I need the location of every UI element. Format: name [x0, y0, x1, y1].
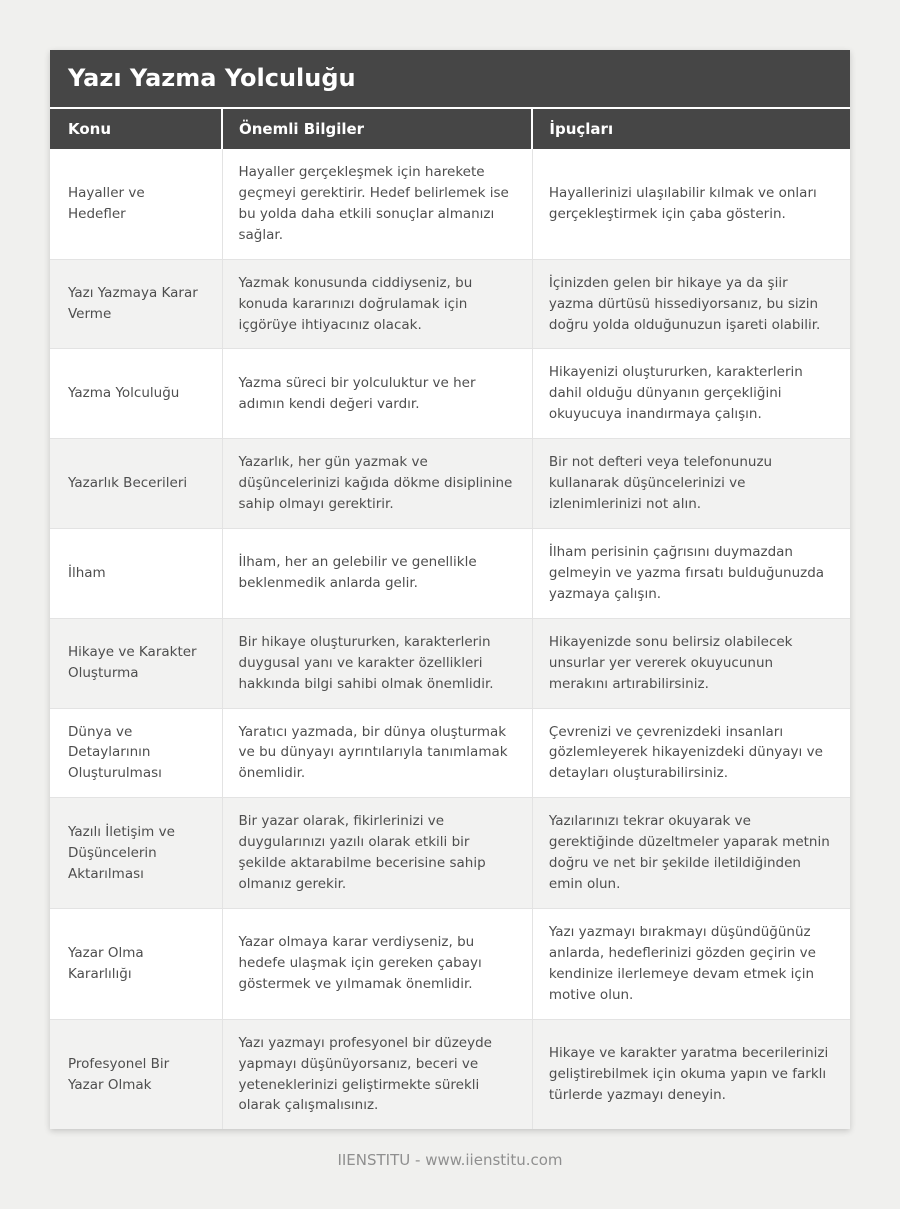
table-row — [50, 259, 850, 349]
page-title: Yazı Yazma Yolculuğu — [68, 64, 356, 92]
info-cell: Yazmak konusunda ciddiyseniz, bu konuda kararınızı doğrulamak için içgörüye ihtiyacınız olacak. — [222, 259, 532, 349]
table-body — [50, 149, 850, 1129]
topic-cell: Yazarlık Becerileri — [50, 439, 222, 529]
info-cell: Hayaller gerçekleşmek için harekete geçmeyi gerektirir. Hedef belirlemek ise bu yolda daha etkili sonuçlar almanızı sağlar. — [222, 149, 532, 259]
info-cell: Yazı yazmayı profesyonel bir düzeyde yapmayı düşünüyorsanız, beceri ve yeteneklerinizi geliştirmekte sürekli olarak çalışmalısınız. — [222, 1019, 532, 1129]
column-header-ipuclari: İpuçları — [532, 109, 850, 149]
topic-cell: Hikaye ve Karakter Oluşturma — [50, 618, 222, 708]
column-header-onemli-bilgiler: Önemli Bilgiler — [222, 109, 532, 149]
tip-cell: Hikayenizde sonu belirsiz olabilecek unsurlar yer vererek okuyucunun merakını artırabilirsiniz. — [532, 618, 850, 708]
table-card — [50, 50, 850, 1129]
tip-cell: Hayallerinizi ulaşılabilir kılmak ve onları gerçekleştirmek için çaba gösterin. — [532, 149, 850, 259]
tip-cell: İçinizden gelen bir hikaye ya da şiir yazma dürtüsü hissediyorsanız, bu sizin doğru yolda olduğunuzun işareti olabilir. — [532, 259, 850, 349]
writing-journey-table — [50, 109, 850, 1129]
info-cell: Bir hikaye oluştururken, karakterlerin duygusal yanı ve karakter özellikleri hakkında bilgi sahibi olmak önemlidir. — [222, 618, 532, 708]
table-title-bar — [50, 50, 850, 109]
table-row — [50, 798, 850, 909]
table-row — [50, 149, 850, 259]
topic-cell: Yazı Yazmaya Karar Verme — [50, 259, 222, 349]
table-row — [50, 528, 850, 618]
table-row — [50, 908, 850, 1019]
topic-cell: Yazılı İletişim ve Düşüncelerin Aktarılması — [50, 798, 222, 909]
info-cell: Yazar olmaya karar verdiyseniz, bu hedefe ulaşmak için gereken çabayı göstermek ve yılmamak önemlidir. — [222, 908, 532, 1019]
table-row — [50, 708, 850, 798]
info-cell: Bir yazar olarak, fikirlerinizi ve duygularınızı yazılı olarak etkili bir şekilde aktarabilme becerisine sahip olmanız gerekir. — [222, 798, 532, 909]
table-row — [50, 439, 850, 529]
tip-cell: Yazılarınızı tekrar okuyarak ve gerektiğinde düzeltmeler yaparak metnin doğru ve net bir şekilde iletildiğinden emin olun. — [532, 798, 850, 909]
topic-cell: Dünya ve Detaylarının Oluşturulması — [50, 708, 222, 798]
table-row — [50, 1019, 850, 1129]
topic-cell: Yazma Yolculuğu — [50, 349, 222, 439]
topic-cell: Yazar Olma Kararlılığı — [50, 908, 222, 1019]
column-header-konu: Konu — [50, 109, 222, 149]
tip-cell: Hikayenizi oluştururken, karakterlerin dahil olduğu dünyanın gerçekliğini okuyucuya inandırmaya çalışın. — [532, 349, 850, 439]
tip-cell: İlham perisinin çağrısını duymazdan gelmeyin ve yazma fırsatı bulduğunuzda yazmaya çalışın. — [532, 528, 850, 618]
info-cell: İlham, her an gelebilir ve genellikle beklenmedik anlarda gelir. — [222, 528, 532, 618]
info-cell: Yazma süreci bir yolculuktur ve her adımın kendi değeri vardır. — [222, 349, 532, 439]
table-row — [50, 349, 850, 439]
topic-cell: Profesyonel Bir Yazar Olmak — [50, 1019, 222, 1129]
tip-cell: Hikaye ve karakter yaratma becerilerinizi geliştirebilmek için okuma yapın ve farklı türlerde yazmayı deneyin. — [532, 1019, 850, 1129]
info-cell: Yaratıcı yazmada, bir dünya oluşturmak ve bu dünyayı ayrıntılarıyla tanımlamak önemlidir. — [222, 708, 532, 798]
header-row — [50, 109, 850, 149]
tip-cell: Yazı yazmayı bırakmayı düşündüğünüz anlarda, hedeflerinizi gözden geçirin ve kendinize ilerlemeye devam etmek için motive olun. — [532, 908, 850, 1019]
tip-cell: Çevrenizi ve çevrenizdeki insanları gözlemleyerek hikayenizdeki dünyayı ve detayları oluşturabilirsiniz. — [532, 708, 850, 798]
table-row — [50, 618, 850, 708]
topic-cell: İlham — [50, 528, 222, 618]
footer-credit: IIENSTITU - www.iienstitu.com — [337, 1151, 563, 1170]
tip-cell: Bir not defteri veya telefonunuzu kullanarak düşüncelerinizi ve izlenimlerinizi not alın. — [532, 439, 850, 529]
topic-cell: Hayaller ve Hedefler — [50, 149, 222, 259]
info-cell: Yazarlık, her gün yazmak ve düşüncelerinizi kağıda dökme disiplinine sahip olmayı gerektirir. — [222, 439, 532, 529]
